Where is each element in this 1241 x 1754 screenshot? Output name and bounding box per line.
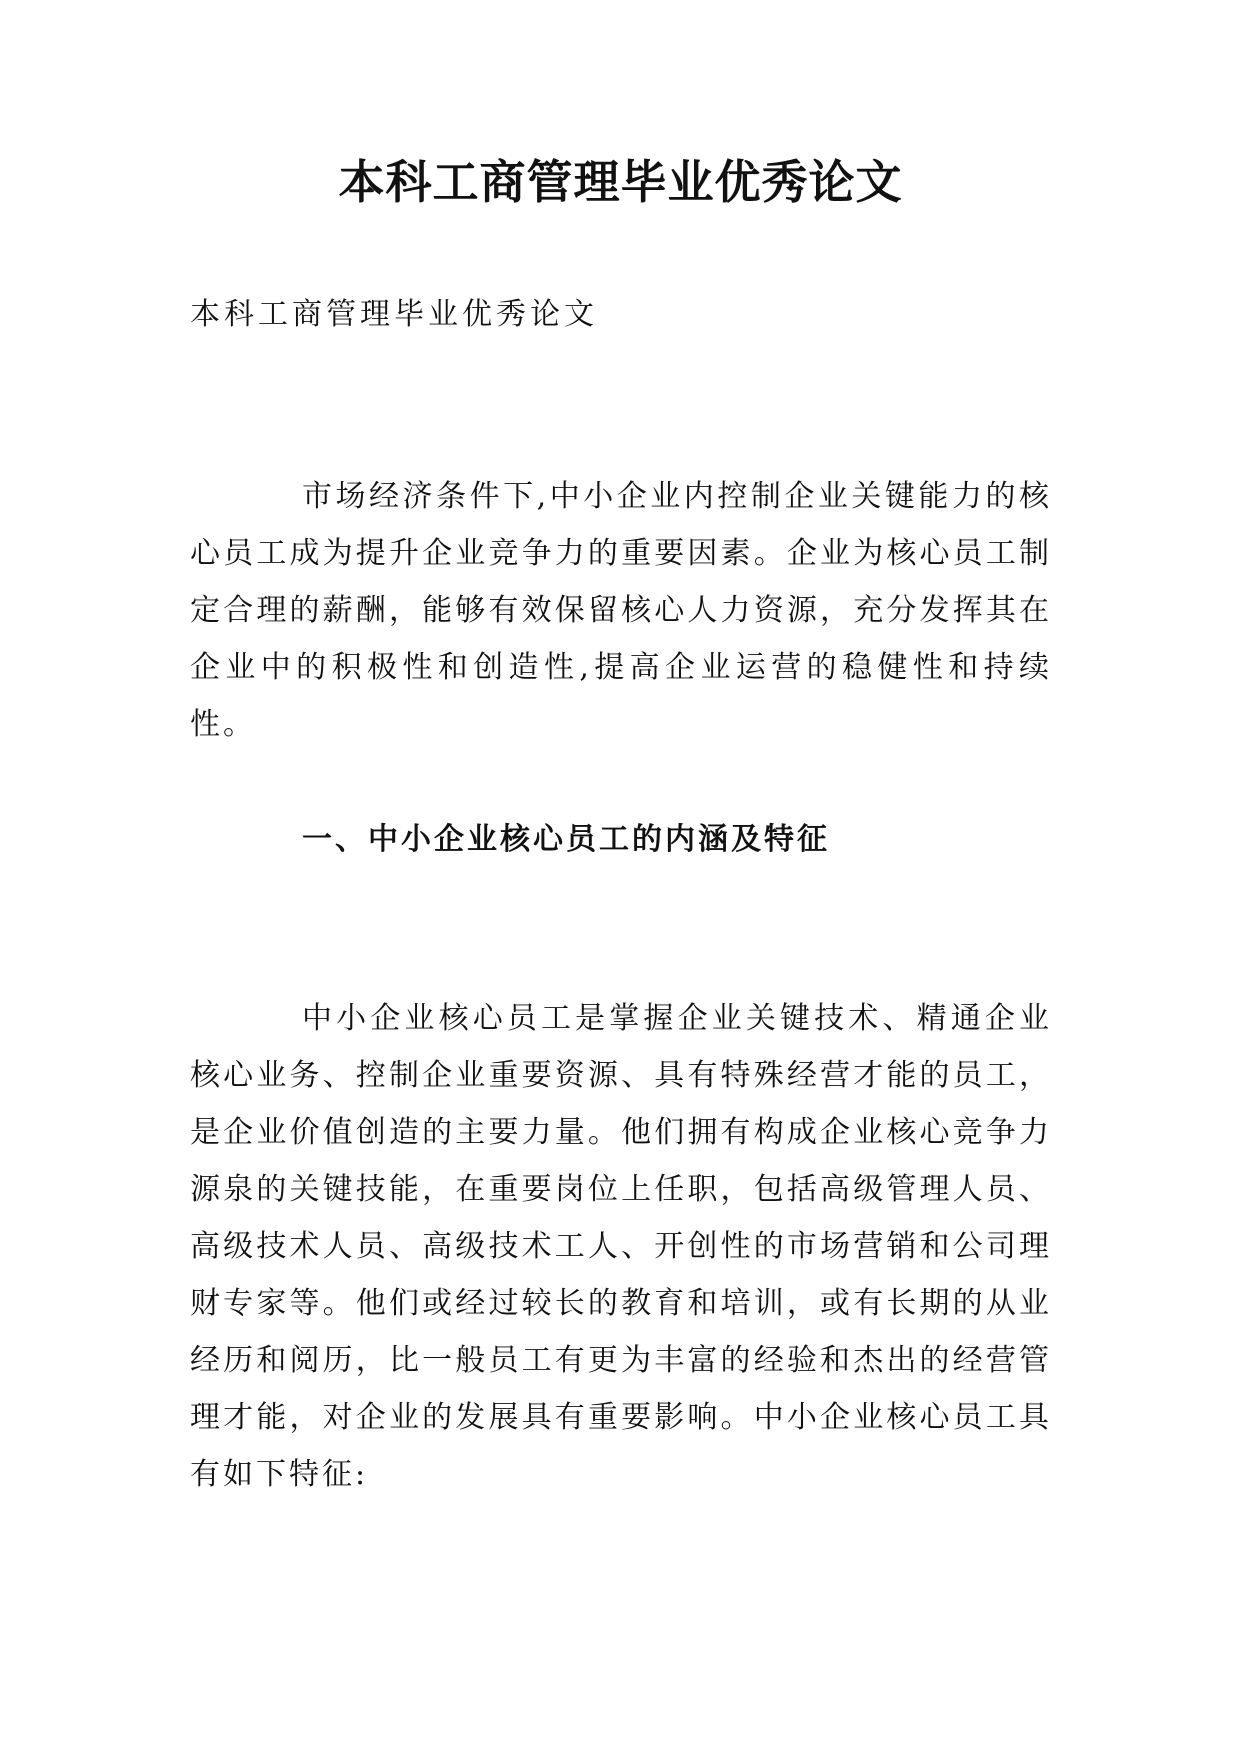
intro-paragraph: 市场经济条件下,中小企业内控制企业关键能力的核心员工成为提升企业竞争力的重要因素。企业为核心员工制定合理的薪酬，能够有效保留核心人力资源，充分发挥其在企业中的积极性和创造性,提高企业运营的稳健性和持续性。	[190, 479, 1052, 742]
body-paragraph: 中小企业核心员工是掌握企业关键技术、精通企业核心业务、控制企业重要资源、具有特殊经营才能的员工，是企业价值创造的主要力量。他们拥有构成企业核心竞争力源泉的关键技能，在重要岗位上任职，包括高级管理人员、高级技术人员、高级技术工人、开创性的市场营销和公司理财专家等。他们或经过较长的教育和培训，或有长期的从业经历和阅历，比一般员工有更为丰富的经验和杰出的经营管理才能，对企业的发展具有重要影响。中小企业核心员工具有如下特征:	[190, 1001, 1052, 1492]
document-title: 本科工商管理毕业优秀论文	[338, 155, 903, 209]
section-heading: 一、中小企业核心员工的内涵及特征	[302, 822, 830, 857]
document-subtitle: 本科工商管理毕业优秀论文	[190, 297, 598, 332]
